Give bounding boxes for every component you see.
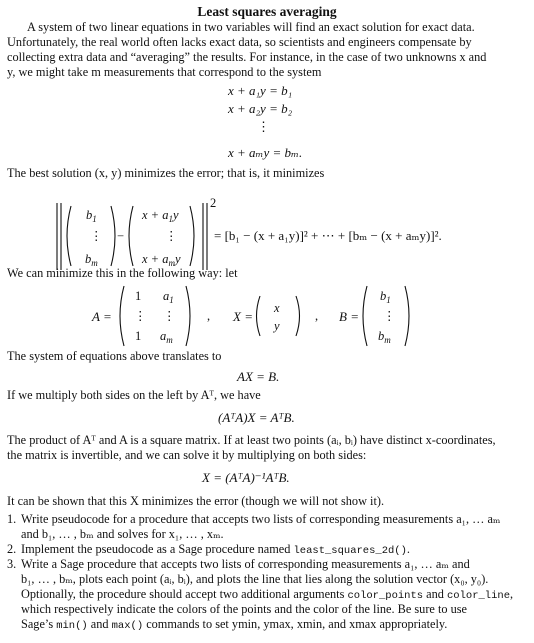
intro-line: A system of two linear equations in two variables will find an exact solution for exact data. (27, 20, 475, 34)
svg-text:,: , (315, 309, 319, 323)
svg-text:a1: $a_1$ (163, 289, 174, 305)
code-snippet: least_squares_2d() (293, 545, 407, 557)
svg-text:b1: $b_1$ (380, 289, 391, 305)
code-snippet: color_line (447, 590, 511, 602)
shown-text: It can be shown that this X minimizes the error (though we will not show it). (7, 494, 385, 508)
svg-text:bm: $b_m$ (85, 252, 98, 268)
svg-text:−: − (117, 229, 125, 243)
intro-line: Unfortunately, the real world often lacks exact data, so scientists and engineers compensate by (7, 35, 472, 49)
exercise-text: Write a Sage procedure that accepts two lists of corresponding measurements a₁, … aₘ and (21, 557, 470, 571)
minimize-text: We can minimize this in the following way: let (7, 266, 238, 280)
page-title: Least squares averaging (197, 4, 337, 19)
svg-text:y: y (274, 319, 280, 333)
norm-expression (57, 203, 207, 270)
svg-text:⋮: ⋮ (134, 309, 147, 323)
svg-text:am: $a_m$ (160, 329, 173, 345)
multiply-text: If we multiply both sides on the left by Aᵀ, we have (7, 388, 261, 402)
exercise-text: Optionally, the procedure should accept two additional arguments color_points and color_line, (21, 587, 514, 602)
exercise-text: Implement the pseudocode as a Sage procedure named least_squares_2d(). (21, 542, 410, 557)
matrix-X-label: X = (233, 309, 253, 324)
svg-text:1: 1 (135, 329, 142, 343)
svg-text:⋮: ⋮ (90, 229, 103, 243)
vertical-ellipsis: ⋮ (257, 119, 270, 134)
best-solution-text: The best solution (x, y) minimizes the error; that is, it minimizes (7, 166, 325, 180)
exercise-text: Write pseudocode for a procedure that accepts two lists of corresponding measurements a₁, … aₘ (21, 512, 501, 526)
svg-text:x: x (274, 301, 280, 315)
equation: x + a₁y = b₁ (228, 83, 293, 98)
matrix-A-label: A = (92, 309, 112, 324)
svg-text:b1: $b_1$ (86, 208, 97, 224)
exercise-number: 2. (7, 542, 17, 556)
matrix-B-label: B = (339, 309, 359, 324)
svg-text:bm: $b_m$ (378, 329, 391, 345)
svg-text:,: , (207, 309, 211, 323)
equation: x + a₂y = b₂ (228, 101, 293, 116)
code-snippet: min() (56, 620, 88, 632)
svg-text:⋮: ⋮ (163, 309, 176, 323)
svg-text:⋮: ⋮ (165, 229, 178, 243)
exercise-number: 3. (7, 557, 17, 571)
product-text: the matrix is invertible, and we can solve it by multiplying on both sides: (7, 448, 367, 462)
equation: x + aₘy = bₘ. (228, 145, 303, 160)
exercise-number: 1. (7, 512, 17, 526)
code-snippet: color_points (347, 590, 424, 602)
exercise-text: Sage’s min() and max() commands to set ymin, ymax, xmin, and xmax appropriately. (21, 617, 448, 632)
exercise-text: and b₁, … , bₘ and solves for x₁, … , xₘ. (21, 527, 224, 541)
exercise-text: which respectively indicate the colors of the points and the color of the line. Be sure to use (21, 602, 467, 616)
svg-text:x + amy: $x + a_my$ (142, 252, 181, 268)
error-expansion: = [b₁ − (x + a₁y)]² + ⋯ + [bₘ − (x + aₘy)]². (214, 228, 442, 243)
equation-normal: (AᵀA)X = AᵀB. (218, 410, 295, 425)
exercise-text: b₁, … , bₘ, plots each point (aᵢ, bᵢ), and plots the line that lies along the solution vector (x₀, y₀). (21, 572, 489, 586)
product-text: The product of Aᵀ and A is a square matrix. If at least two points (aᵢ, bᵢ) have distinct x-coordinates, (7, 433, 496, 447)
intro-line: y, we might take m measurements that correspond to the system (7, 65, 322, 79)
equation-AX-B: AX = B. (237, 369, 280, 384)
svg-text:2: 2 (210, 196, 217, 210)
translates-text: The system of equations above translates to (7, 349, 222, 363)
code-snippet: max() (111, 620, 144, 632)
svg-text:1: 1 (135, 289, 142, 303)
equation-solution: X = (AᵀA)⁻¹AᵀB. (202, 470, 290, 485)
svg-text:x + a1y: $x + a_1y$ (142, 208, 179, 224)
intro-line: collecting extra data and “averaging” the results. For instance, in the case of two unknowns x and (7, 50, 487, 64)
svg-text:⋮: ⋮ (383, 309, 396, 323)
